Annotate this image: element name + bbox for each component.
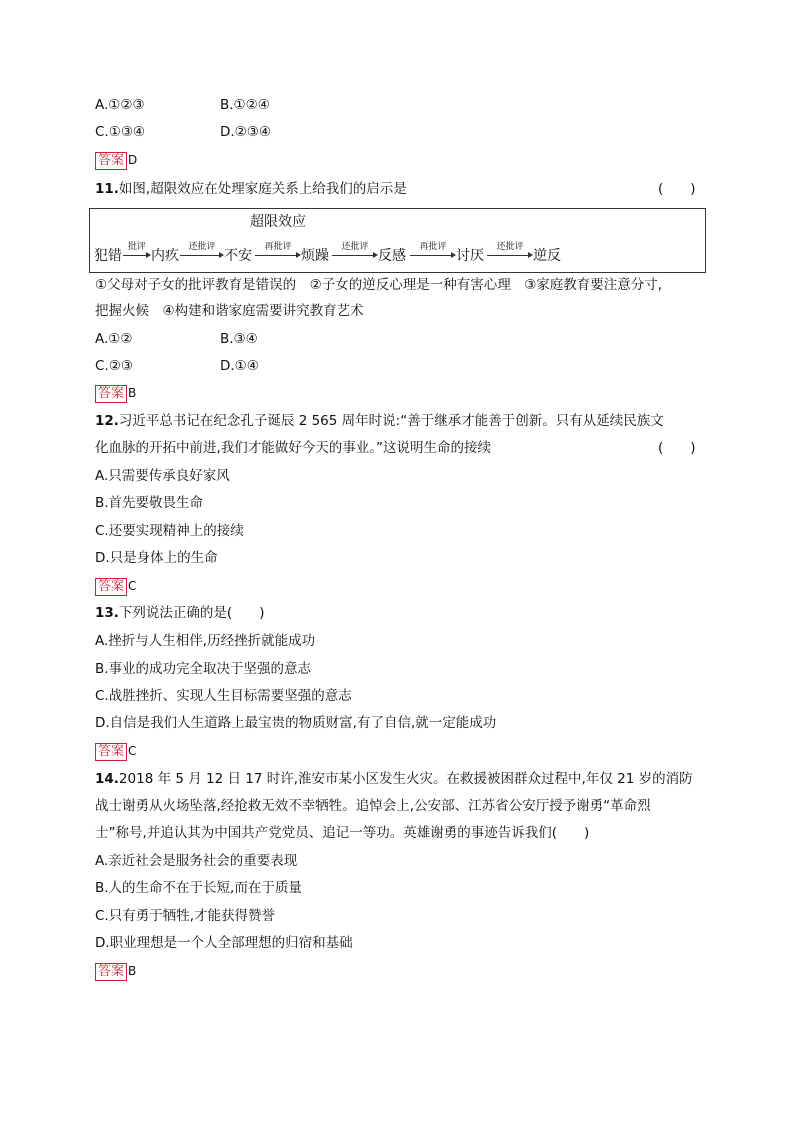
q13-option-c: C.战胜挫折、实现人生目标需要坚强的意志 (95, 688, 352, 704)
q11-answer-paren: ( ) (658, 181, 696, 197)
q10-option-a: A.①②③ (95, 97, 145, 113)
answer-letter: C (128, 744, 137, 758)
diagram-arrow (332, 242, 378, 261)
q12-option-a: A.只需要传承良好家风 (95, 468, 230, 484)
answer-letter: B (128, 964, 137, 978)
diagram-arrow (410, 242, 456, 261)
q14-option-a: A.亲近社会是服务社会的重要表现 (95, 853, 298, 869)
q10-option-d: D.②③④ (220, 124, 271, 140)
q11-statements-line-1: ①父母对子女的批评教育是错误的 ②子女的逆反心理是一种有害心理 ③家庭教育要注意分寸, (95, 277, 663, 293)
diagram-arrow (123, 242, 151, 261)
question-text: 习近平总书记在纪念孔子诞辰 2 565 周年时说:“善于继承才能善于创新。只有从延续民族文 (118, 413, 664, 429)
arrow-label: 批评 (127, 242, 146, 252)
q13-option-a: A.挫折与人生相伴,历经挫折就能成功 (95, 633, 316, 649)
q11-option-b: B.③④ (220, 331, 258, 347)
question-text: 下列说法正确的是( ) (118, 605, 265, 621)
q14-option-c: C.只有勇于牺牲,才能获得赞誉 (95, 908, 276, 924)
answer-letter: C (128, 579, 137, 593)
q12-answer-paren: ( ) (658, 440, 696, 456)
answer-badge: 答案 (95, 152, 127, 170)
answer-badge: 答案 (95, 743, 127, 761)
q13-stem (95, 603, 264, 623)
arrow-label: 再批评 (264, 242, 292, 252)
q11-option-c: C.②③ (95, 358, 133, 374)
diagram-node: 不安 (224, 248, 252, 264)
question-number: 13. (95, 605, 119, 621)
q12-option-d: D.只是身体上的生命 (95, 550, 218, 566)
diagram-node: 反感 (378, 248, 406, 264)
diagram-node: 逆反 (533, 248, 561, 264)
question-text: 2018 年 5 月 12 日 17 时许,淮安市某小区发生火灾。在救援被困群众过程中,年仅 21 岁的消防 (118, 771, 693, 787)
diagram-arrow (487, 242, 533, 261)
q14-stem-line-3: 士”称号,并追认其为中国共产党党员、追记一等功。英雄谢勇的事迹告诉我们( ) (95, 825, 590, 841)
q12-stem-line-1 (95, 411, 664, 431)
q12-option-c: C.还要实现精神上的接续 (95, 523, 244, 539)
q13-answer (95, 742, 136, 761)
diagram-arrow (255, 242, 301, 261)
q11-answer (95, 384, 136, 403)
question-text: 如图,超限效应在处理家庭关系上给我们的启示是 (118, 181, 407, 197)
answer-badge: 答案 (95, 385, 127, 403)
q11-statements-line-2: 把握火候 ④构建和谐家庭需要讲究教育艺术 (95, 303, 364, 319)
q12-answer (95, 577, 136, 596)
q10-option-c: C.①③④ (95, 124, 146, 140)
q12-option-b: B.首先要敬畏生命 (95, 495, 204, 511)
q13-option-d: D.自信是我们人生道路上最宝贵的物质财富,有了自信,就一定能成功 (95, 715, 497, 731)
diagram-node: 犯错 (94, 248, 122, 264)
answer-letter: B (128, 386, 137, 400)
arrow-label: 再批评 (419, 242, 447, 252)
q11-option-a: A.①② (95, 331, 133, 347)
question-number: 12. (95, 413, 119, 429)
q14-answer (95, 962, 136, 981)
diagram-node: 内疚 (151, 248, 179, 264)
question-number: 11. (95, 181, 119, 197)
diagram-node: 烦躁 (301, 248, 329, 264)
q14-option-b: B.人的生命不在于长短,而在于质量 (95, 880, 302, 896)
q13-option-b: B.事业的成功完全取决于坚强的意志 (95, 661, 312, 677)
diagram-node: 讨厌 (456, 248, 484, 264)
arrow-label: 还批评 (188, 242, 216, 252)
answer-badge: 答案 (95, 578, 127, 596)
arrow-label: 还批评 (341, 242, 369, 252)
q14-stem-line-2: 战士谢勇从火场坠落,经抢救无效不幸牺牲。追悼会上,公安部、江苏省公安厅授予谢勇“革命烈 (95, 798, 651, 814)
answer-letter: D (128, 153, 138, 167)
answer-badge: 答案 (95, 963, 127, 981)
q14-option-d: D.职业理想是一个人全部理想的归宿和基础 (95, 935, 353, 951)
question-number: 14. (95, 771, 119, 787)
super-limit-effect-diagram (89, 208, 706, 273)
q12-stem-line-2: 化血脉的开拓中前进,我们才能做好今天的事业。”这说明生命的接续 (95, 440, 492, 456)
diagram-arrow (180, 242, 224, 261)
q10-answer (95, 151, 137, 170)
q10-option-b: B.①②④ (220, 97, 270, 113)
arrow-label: 还批评 (496, 242, 524, 252)
q11-stem (95, 179, 407, 199)
q11-option-d: D.①④ (220, 358, 259, 374)
q14-stem-line-1 (95, 769, 693, 789)
diagram-title: 超限效应 (250, 214, 306, 230)
